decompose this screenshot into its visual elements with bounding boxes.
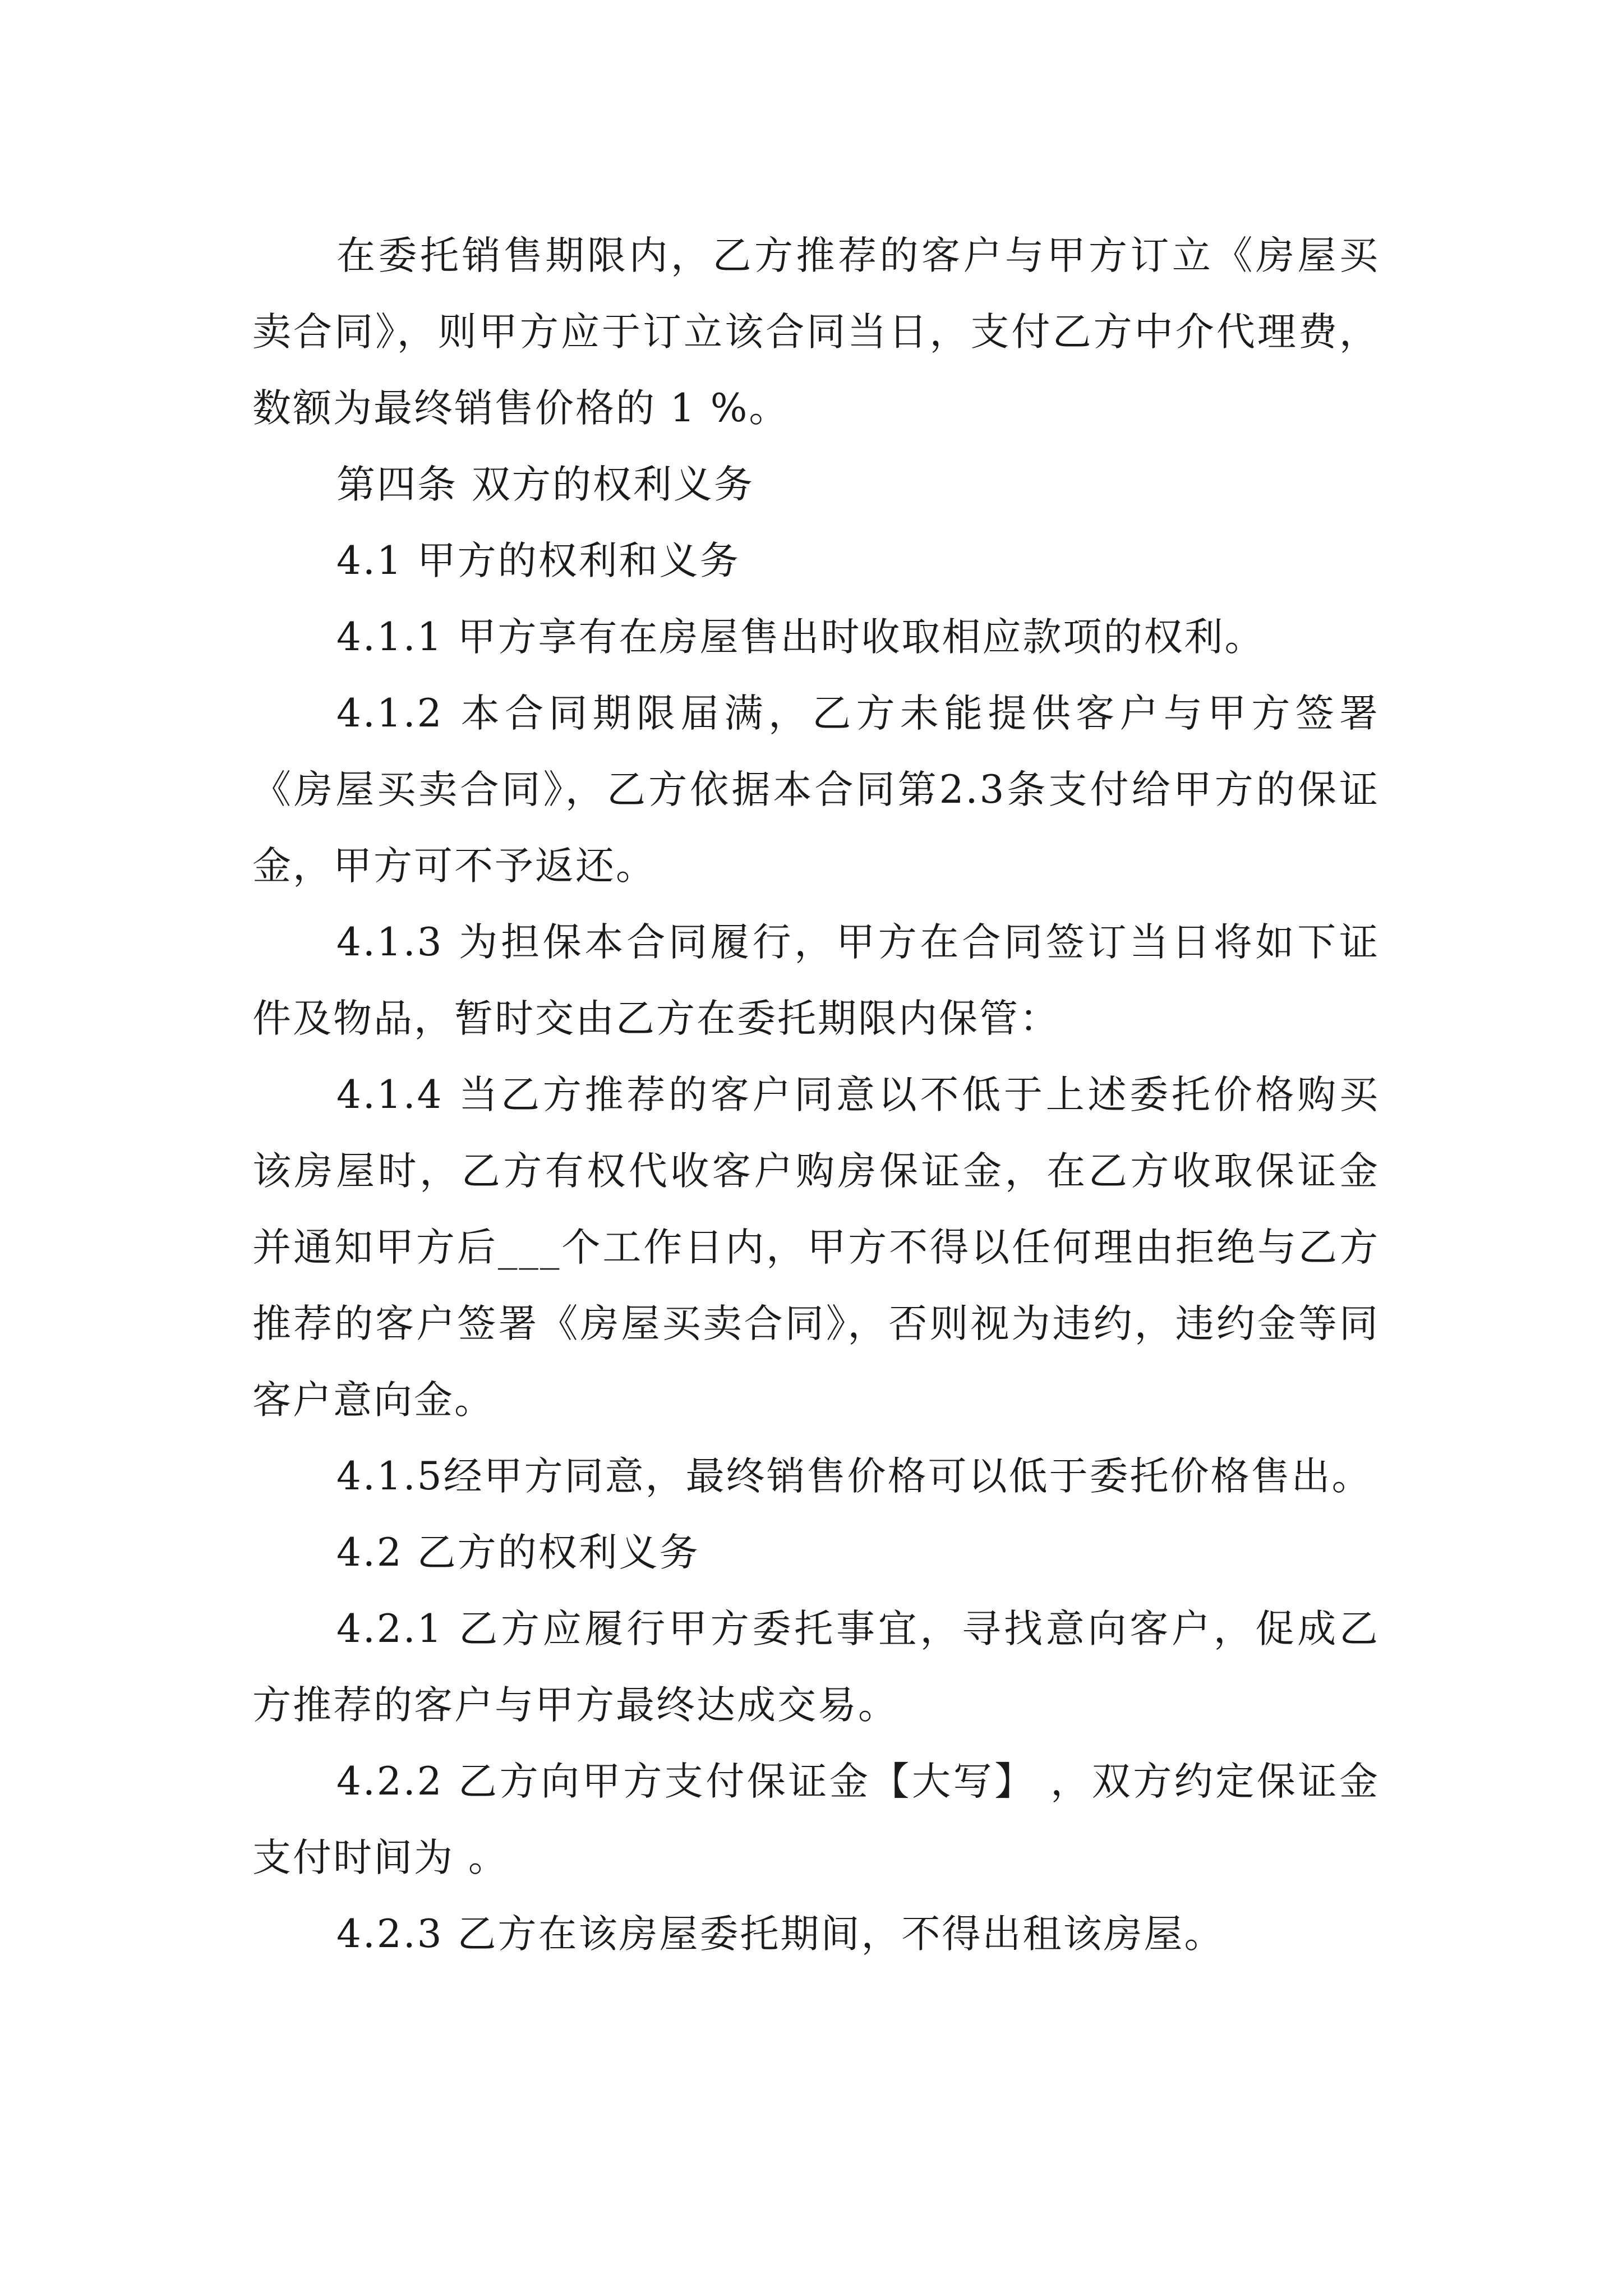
- clause-4-1-5: 4.1.5经甲方同意，最终销售价格可以低于委托价格售出。: [336, 1454, 1372, 1499]
- clause-4-2-2: 4.2.2 乙方向甲方支付保证金【大写】 ，双方约定保证金支付时间为 。: [252, 1759, 1380, 1880]
- subsection-heading-4-1: 4.1 甲方的权利和义务: [336, 539, 740, 583]
- clause-4-1-4: 4.1.4 当乙方推荐的客户同意以不低于上述委托价格购买该房屋时，乙方有权代收客户购房保证金，在乙方收取保证金并通知甲方后___个工作日内，甲方不得以任何理由拒绝与乙方推荐的客户签署《房屋买卖合同》，否则视为违约，违约金等同客户意向金。: [252, 1073, 1380, 1423]
- clause-4-2-1: 4.2.1 乙方应履行甲方委托事宜，寻找意向客户，促成乙方推荐的客户与甲方最终达成交易。: [252, 1607, 1380, 1728]
- clause-4-2-3: 4.2.3 乙方在该房屋委托期间，不得出租该房屋。: [336, 1912, 1225, 1957]
- clause-4-1-2: 4.1.2 本合同期限届满，乙方未能提供客户与甲方签署《房屋买卖合同》，乙方依据本合同第2.3条支付给甲方的保证金，甲方可不予返还。: [252, 691, 1380, 889]
- subsection-heading-4-2: 4.2 乙方的权利义务: [336, 1530, 700, 1575]
- clause-4-1-1: 4.1.1 甲方享有在房屋售出时收取相应款项的权利。: [336, 615, 1265, 660]
- section-heading-article-4: 第四条 双方的权利义务: [336, 462, 754, 507]
- paragraph-agency-fee: 在委托销售期限内，乙方推荐的客户与甲方订立《房屋买卖合同》，则甲方应于订立该合同当日，支付乙方中介代理费，数额为最终销售价格的 1 %。: [252, 233, 1380, 431]
- clause-4-1-3: 4.1.3 为担保本合同履行，甲方在合同签订当日将如下证件及物品，暂时交由乙方在委托期限内保管：: [252, 920, 1380, 1041]
- document-body: [252, 218, 1380, 1972]
